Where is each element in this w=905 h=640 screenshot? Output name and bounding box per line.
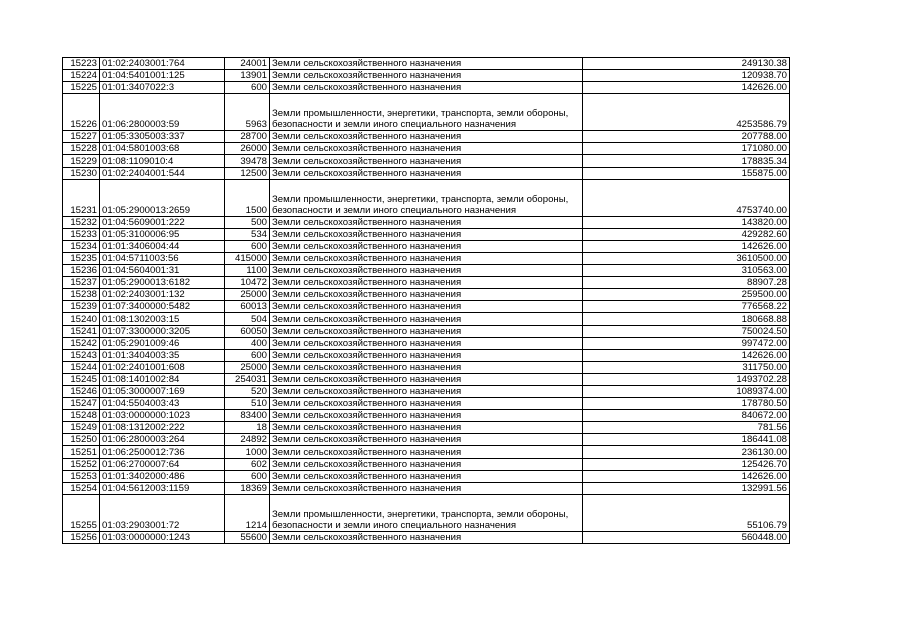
area-value: 600 bbox=[225, 240, 270, 252]
cadastral-number: 01:04:5801003:68 bbox=[100, 143, 225, 155]
row-number: 15240 bbox=[63, 313, 100, 325]
area-value: 600 bbox=[225, 470, 270, 482]
cadastral-number: 01:05:3305003:337 bbox=[100, 131, 225, 143]
cadastral-value: 120938.70 bbox=[583, 70, 790, 82]
land-category: Земли сельскохозяйственного назначения bbox=[270, 482, 583, 494]
cadastral-number: 01:06:2800003:59 bbox=[100, 94, 225, 131]
land-category: Земли сельскохозяйственного назначения bbox=[270, 143, 583, 155]
row-number: 15251 bbox=[63, 446, 100, 458]
land-category: Земли сельскохозяйственного назначения bbox=[270, 422, 583, 434]
land-category: Земли сельскохозяйственного назначения bbox=[270, 458, 583, 470]
cadastral-number: 01:06:2700007:64 bbox=[100, 458, 225, 470]
row-number: 15241 bbox=[63, 325, 100, 337]
row-number: 15244 bbox=[63, 361, 100, 373]
table-row bbox=[63, 470, 790, 482]
table-row bbox=[63, 179, 790, 216]
land-category: Земли сельскохозяйственного назначения bbox=[270, 289, 583, 301]
cadastral-number: 01:04:5609001:222 bbox=[100, 216, 225, 228]
row-number: 15225 bbox=[63, 82, 100, 94]
land-category: Земли сельскохозяйственного назначения bbox=[270, 325, 583, 337]
table-row bbox=[63, 482, 790, 494]
cadastral-number: 01:03:0000000:1243 bbox=[100, 531, 225, 543]
area-value: 39478 bbox=[225, 155, 270, 167]
land-category: Земли сельскохозяйственного назначения bbox=[270, 337, 583, 349]
cadastral-number: 01:04:5401001:125 bbox=[100, 70, 225, 82]
row-number: 15224 bbox=[63, 70, 100, 82]
cadastral-value: 55106.79 bbox=[583, 494, 790, 531]
row-number: 15247 bbox=[63, 398, 100, 410]
table-row bbox=[63, 494, 790, 531]
area-value: 60013 bbox=[225, 301, 270, 313]
table-row bbox=[63, 240, 790, 252]
cadastral-value: 750024.50 bbox=[583, 325, 790, 337]
area-value: 83400 bbox=[225, 410, 270, 422]
land-category: Земли сельскохозяйственного назначения bbox=[270, 216, 583, 228]
cadastral-value: 840672.00 bbox=[583, 410, 790, 422]
area-value: 520 bbox=[225, 385, 270, 397]
row-number: 15223 bbox=[63, 58, 100, 70]
area-value: 13901 bbox=[225, 70, 270, 82]
table-row bbox=[63, 373, 790, 385]
cadastral-value: 132991.56 bbox=[583, 482, 790, 494]
land-category: Земли сельскохозяйственного назначения bbox=[270, 470, 583, 482]
area-value: 602 bbox=[225, 458, 270, 470]
row-number: 15226 bbox=[63, 94, 100, 131]
cadastral-value: 186441.08 bbox=[583, 434, 790, 446]
cadastral-value: 142626.00 bbox=[583, 240, 790, 252]
table-row bbox=[63, 531, 790, 543]
table-row bbox=[63, 361, 790, 373]
area-value: 60050 bbox=[225, 325, 270, 337]
cadastral-value: 781.56 bbox=[583, 422, 790, 434]
land-category: Земли сельскохозяйственного назначения bbox=[270, 385, 583, 397]
cadastral-number: 01:01:3404003:35 bbox=[100, 349, 225, 361]
row-number: 15248 bbox=[63, 410, 100, 422]
cadastral-number: 01:06:2800003:264 bbox=[100, 434, 225, 446]
area-value: 1000 bbox=[225, 446, 270, 458]
area-value: 415000 bbox=[225, 252, 270, 264]
cadastral-number: 01:04:5711003:56 bbox=[100, 252, 225, 264]
cadastral-value: 88907.28 bbox=[583, 277, 790, 289]
cadastral-value: 259500.00 bbox=[583, 289, 790, 301]
cadastral-value: 207788.00 bbox=[583, 131, 790, 143]
cadastral-value: 171080.00 bbox=[583, 143, 790, 155]
registry-body bbox=[63, 58, 790, 544]
land-registry-table bbox=[62, 57, 790, 544]
cadastral-number: 01:07:3300000:3205 bbox=[100, 325, 225, 337]
row-number: 15254 bbox=[63, 482, 100, 494]
area-value: 400 bbox=[225, 337, 270, 349]
area-value: 5963 bbox=[225, 94, 270, 131]
area-value: 10472 bbox=[225, 277, 270, 289]
table-row bbox=[63, 70, 790, 82]
row-number: 15256 bbox=[63, 531, 100, 543]
land-category: Земли сельскохозяйственного назначения bbox=[270, 82, 583, 94]
area-value: 1100 bbox=[225, 265, 270, 277]
row-number: 15249 bbox=[63, 422, 100, 434]
cadastral-value: 125426.70 bbox=[583, 458, 790, 470]
cadastral-value: 178780.50 bbox=[583, 398, 790, 410]
land-category: Земли промышленности, энергетики, транспорта, земли обороны, безопасности и земли иного специального назначения bbox=[270, 179, 583, 216]
table-row bbox=[63, 398, 790, 410]
area-value: 510 bbox=[225, 398, 270, 410]
land-category: Земли сельскохозяйственного назначения bbox=[270, 252, 583, 264]
cadastral-number: 01:05:3100006:95 bbox=[100, 228, 225, 240]
land-category: Земли сельскохозяйственного назначения bbox=[270, 301, 583, 313]
table-row bbox=[63, 446, 790, 458]
land-category: Земли промышленности, энергетики, транспорта, земли обороны, безопасности и земли иного специального назначения bbox=[270, 94, 583, 131]
cadastral-number: 01:03:0000000:1023 bbox=[100, 410, 225, 422]
cadastral-value: 4253586.79 bbox=[583, 94, 790, 131]
cadastral-number: 01:08:1401002:84 bbox=[100, 373, 225, 385]
cadastral-number: 01:02:2403001:764 bbox=[100, 58, 225, 70]
land-category: Земли сельскохозяйственного назначения bbox=[270, 410, 583, 422]
cadastral-value: 311750.00 bbox=[583, 361, 790, 373]
land-category: Земли сельскохозяйственного назначения bbox=[270, 277, 583, 289]
cadastral-value: 997472.00 bbox=[583, 337, 790, 349]
area-value: 24001 bbox=[225, 58, 270, 70]
area-value: 18 bbox=[225, 422, 270, 434]
cadastral-number: 01:04:5604001:31 bbox=[100, 265, 225, 277]
area-value: 12500 bbox=[225, 167, 270, 179]
cadastral-number: 01:04:5504003:43 bbox=[100, 398, 225, 410]
table-row bbox=[63, 277, 790, 289]
cadastral-value: 1493702.28 bbox=[583, 373, 790, 385]
cadastral-value: 4753740.00 bbox=[583, 179, 790, 216]
cadastral-value: 429282.60 bbox=[583, 228, 790, 240]
area-value: 55600 bbox=[225, 531, 270, 543]
table-row bbox=[63, 337, 790, 349]
table-row bbox=[63, 301, 790, 313]
area-value: 500 bbox=[225, 216, 270, 228]
table-row bbox=[63, 325, 790, 337]
land-category: Земли промышленности, энергетики, транспорта, земли обороны, безопасности и земли иного специального назначения bbox=[270, 494, 583, 531]
land-category: Земли сельскохозяйственного назначения bbox=[270, 398, 583, 410]
cadastral-value: 249130.38 bbox=[583, 58, 790, 70]
cadastral-number: 01:02:2404001:544 bbox=[100, 167, 225, 179]
row-number: 15234 bbox=[63, 240, 100, 252]
table-row bbox=[63, 167, 790, 179]
cadastral-number: 01:08:1109010:4 bbox=[100, 155, 225, 167]
area-value: 600 bbox=[225, 349, 270, 361]
row-number: 15253 bbox=[63, 470, 100, 482]
land-category: Земли сельскохозяйственного назначения bbox=[270, 155, 583, 167]
row-number: 15255 bbox=[63, 494, 100, 531]
land-category: Земли сельскохозяйственного назначения bbox=[270, 70, 583, 82]
table-row bbox=[63, 252, 790, 264]
table-row bbox=[63, 265, 790, 277]
cadastral-number: 01:04:5612003:1159 bbox=[100, 482, 225, 494]
cadastral-number: 01:05:2900013:2659 bbox=[100, 179, 225, 216]
area-value: 24892 bbox=[225, 434, 270, 446]
area-value: 1214 bbox=[225, 494, 270, 531]
table-row bbox=[63, 410, 790, 422]
row-number: 15242 bbox=[63, 337, 100, 349]
row-number: 15239 bbox=[63, 301, 100, 313]
table-row bbox=[63, 289, 790, 301]
cadastral-value: 155875.00 bbox=[583, 167, 790, 179]
table-row bbox=[63, 94, 790, 131]
land-category: Земли сельскохозяйственного назначения bbox=[270, 434, 583, 446]
cadastral-number: 01:03:2903001:72 bbox=[100, 494, 225, 531]
table-row bbox=[63, 143, 790, 155]
row-number: 15252 bbox=[63, 458, 100, 470]
row-number: 15245 bbox=[63, 373, 100, 385]
cadastral-number: 01:05:2901009:46 bbox=[100, 337, 225, 349]
cadastral-value: 142626.00 bbox=[583, 349, 790, 361]
land-category: Земли сельскохозяйственного назначения bbox=[270, 131, 583, 143]
area-value: 25000 bbox=[225, 289, 270, 301]
table-row bbox=[63, 82, 790, 94]
area-value: 504 bbox=[225, 313, 270, 325]
land-category: Земли сельскохозяйственного назначения bbox=[270, 313, 583, 325]
table-row bbox=[63, 349, 790, 361]
cadastral-value: 142626.00 bbox=[583, 82, 790, 94]
area-value: 1500 bbox=[225, 179, 270, 216]
cadastral-value: 180668.88 bbox=[583, 313, 790, 325]
area-value: 28700 bbox=[225, 131, 270, 143]
area-value: 26000 bbox=[225, 143, 270, 155]
cadastral-number: 01:05:3000007:169 bbox=[100, 385, 225, 397]
row-number: 15250 bbox=[63, 434, 100, 446]
cadastral-number: 01:05:2900013:6182 bbox=[100, 277, 225, 289]
row-number: 15232 bbox=[63, 216, 100, 228]
land-category: Земли сельскохозяйственного назначения bbox=[270, 373, 583, 385]
row-number: 15246 bbox=[63, 385, 100, 397]
row-number: 15233 bbox=[63, 228, 100, 240]
row-number: 15228 bbox=[63, 143, 100, 155]
cadastral-number: 01:06:2500012:736 bbox=[100, 446, 225, 458]
area-value: 534 bbox=[225, 228, 270, 240]
table-row bbox=[63, 131, 790, 143]
table-row bbox=[63, 155, 790, 167]
row-number: 15243 bbox=[63, 349, 100, 361]
cadastral-value: 1089374.00 bbox=[583, 385, 790, 397]
table-row bbox=[63, 458, 790, 470]
table-row bbox=[63, 385, 790, 397]
row-number: 15227 bbox=[63, 131, 100, 143]
cadastral-value: 143820.00 bbox=[583, 216, 790, 228]
land-category: Земли сельскохозяйственного назначения bbox=[270, 446, 583, 458]
cadastral-number: 01:02:2401001:608 bbox=[100, 361, 225, 373]
cadastral-value: 560448.00 bbox=[583, 531, 790, 543]
cadastral-value: 776568.22 bbox=[583, 301, 790, 313]
area-value: 25000 bbox=[225, 361, 270, 373]
cadastral-value: 178835.34 bbox=[583, 155, 790, 167]
row-number: 15229 bbox=[63, 155, 100, 167]
land-category: Земли сельскохозяйственного назначения bbox=[270, 361, 583, 373]
table-row bbox=[63, 434, 790, 446]
cadastral-value: 142626.00 bbox=[583, 470, 790, 482]
land-category: Земли сельскохозяйственного назначения bbox=[270, 167, 583, 179]
row-number: 15235 bbox=[63, 252, 100, 264]
table-row bbox=[63, 216, 790, 228]
land-category: Земли сельскохозяйственного назначения bbox=[270, 240, 583, 252]
cadastral-number: 01:08:1302003:15 bbox=[100, 313, 225, 325]
row-number: 15237 bbox=[63, 277, 100, 289]
cadastral-number: 01:01:3407022:3 bbox=[100, 82, 225, 94]
area-value: 600 bbox=[225, 82, 270, 94]
cadastral-number: 01:08:1312002:222 bbox=[100, 422, 225, 434]
land-category: Земли сельскохозяйственного назначения bbox=[270, 349, 583, 361]
row-number: 15238 bbox=[63, 289, 100, 301]
land-category: Земли сельскохозяйственного назначения bbox=[270, 58, 583, 70]
table-row bbox=[63, 58, 790, 70]
cadastral-number: 01:01:3406004:44 bbox=[100, 240, 225, 252]
cadastral-number: 01:07:3400000:5482 bbox=[100, 301, 225, 313]
land-category: Земли сельскохозяйственного назначения bbox=[270, 265, 583, 277]
cadastral-value: 310563.00 bbox=[583, 265, 790, 277]
cadastral-number: 01:01:3402000:486 bbox=[100, 470, 225, 482]
land-category: Земли сельскохозяйственного назначения bbox=[270, 228, 583, 240]
table-row bbox=[63, 422, 790, 434]
cadastral-value: 236130.00 bbox=[583, 446, 790, 458]
row-number: 15236 bbox=[63, 265, 100, 277]
table-row bbox=[63, 228, 790, 240]
land-category: Земли сельскохозяйственного назначения bbox=[270, 531, 583, 543]
row-number: 15231 bbox=[63, 179, 100, 216]
area-value: 254031 bbox=[225, 373, 270, 385]
cadastral-value: 3610500.00 bbox=[583, 252, 790, 264]
area-value: 18369 bbox=[225, 482, 270, 494]
table-row bbox=[63, 313, 790, 325]
row-number: 15230 bbox=[63, 167, 100, 179]
cadastral-number: 01:02:2403001:132 bbox=[100, 289, 225, 301]
